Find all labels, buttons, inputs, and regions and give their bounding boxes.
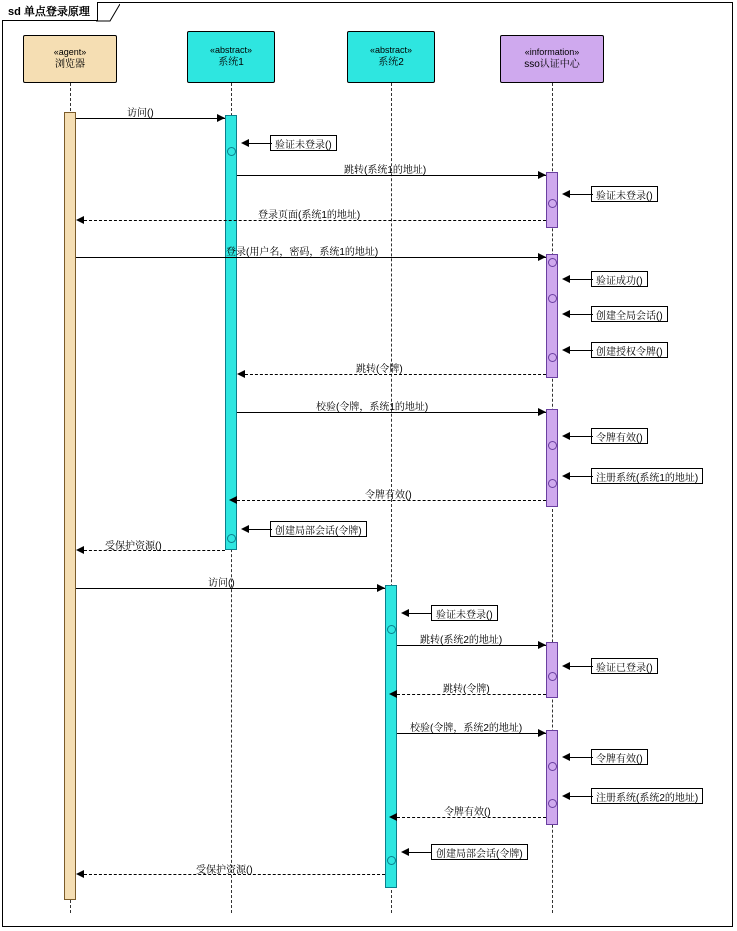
message-label: 校验(令牌，系统2的地址) <box>410 723 523 734</box>
self-message-box: 验证未登录() <box>270 135 337 151</box>
message-arrowhead <box>538 729 546 737</box>
self-message-endpoint <box>548 353 557 362</box>
message-line <box>247 143 272 144</box>
message-line <box>407 852 432 853</box>
lifeline-name: 系统2 <box>378 57 404 69</box>
message-arrowhead <box>562 662 570 670</box>
message-label: 登录(用户名，密码，系统1的地址) <box>226 247 379 258</box>
message-arrowhead <box>217 114 225 122</box>
self-message-endpoint <box>548 762 557 771</box>
lifeline-head-browser[interactable] <box>23 35 117 83</box>
message-label: 跳转(令牌) <box>443 684 490 695</box>
message-arrowhead <box>401 848 409 856</box>
message-label: 校验(令牌，系统1的地址) <box>316 402 429 413</box>
lifeline-name: 浏览器 <box>55 59 85 71</box>
message-arrowhead <box>377 584 385 592</box>
activation-system1 <box>225 115 237 550</box>
activation-sso-5 <box>546 730 558 825</box>
message-arrowhead <box>241 139 249 147</box>
self-message-box: 验证未登录() <box>431 605 498 621</box>
message-arrowhead <box>562 792 570 800</box>
message-arrowhead <box>229 496 237 504</box>
message-label: 受保护资源() <box>196 865 253 876</box>
self-message-endpoint <box>548 672 557 681</box>
message-line <box>568 757 593 758</box>
self-message-endpoint <box>227 534 236 543</box>
message-arrowhead <box>562 275 570 283</box>
message-label: 令牌有效() <box>444 807 491 818</box>
self-message-box: 令牌有效() <box>591 428 648 444</box>
self-message-endpoint <box>548 479 557 488</box>
self-message-endpoint <box>548 258 557 267</box>
self-message-box: 创建授权令牌() <box>591 342 668 358</box>
self-message-endpoint <box>548 799 557 808</box>
self-message-endpoint <box>548 199 557 208</box>
lifeline-stereotype: «agent» <box>53 47 87 58</box>
self-message-box: 创建局部会话(令牌) <box>431 844 528 860</box>
message-arrowhead <box>538 253 546 261</box>
message-label: 令牌有效() <box>365 490 412 501</box>
message-line <box>247 529 272 530</box>
lifeline-head-system1[interactable] <box>187 31 275 83</box>
self-message-endpoint <box>548 441 557 450</box>
message-line <box>568 350 593 351</box>
message-arrowhead <box>538 408 546 416</box>
lifeline-head-system2[interactable] <box>347 31 435 83</box>
message-arrowhead <box>562 753 570 761</box>
message-arrowhead <box>389 813 397 821</box>
self-message-endpoint <box>227 147 236 156</box>
self-message-box: 验证已登录() <box>591 658 658 674</box>
message-arrowhead <box>76 870 84 878</box>
message-arrowhead <box>241 525 249 533</box>
self-message-box: 创建全局会话() <box>591 306 668 322</box>
message-line <box>568 279 593 280</box>
message-line <box>568 436 593 437</box>
message-arrowhead <box>538 641 546 649</box>
self-message-endpoint <box>548 294 557 303</box>
self-message-endpoint <box>387 856 396 865</box>
activation-sso-4 <box>546 642 558 698</box>
self-message-box: 注册系统(系统1的地址) <box>591 468 703 484</box>
frame-label: sd 单点登录原理 <box>2 2 98 21</box>
message-label: 访问() <box>208 578 235 589</box>
lifeline-name: sso认证中心 <box>524 59 580 71</box>
lifeline-stereotype: «information» <box>524 47 580 58</box>
message-arrowhead <box>562 310 570 318</box>
message-line <box>568 314 593 315</box>
message-label: 受保护资源() <box>105 541 162 552</box>
self-message-box: 注册系统(系统2的地址) <box>591 788 703 804</box>
lifeline-stereotype: «abstract» <box>369 45 413 56</box>
activation-sso-3 <box>546 409 558 507</box>
self-message-box: 验证未登录() <box>591 186 658 202</box>
activation-browser <box>64 112 76 900</box>
message-arrowhead <box>562 432 570 440</box>
message-label: 登录页面(系统1的地址) <box>258 210 361 221</box>
message-label: 跳转(令牌) <box>356 364 403 375</box>
message-line <box>568 796 593 797</box>
message-label: 跳转(系统2的地址) <box>420 635 503 646</box>
lifeline-head-sso[interactable] <box>500 35 604 83</box>
lifeline-stereotype: «abstract» <box>209 45 253 56</box>
self-message-box: 验证成功() <box>591 271 648 287</box>
message-arrowhead <box>76 546 84 554</box>
message-label: 访问() <box>127 108 154 119</box>
message-line <box>568 666 593 667</box>
self-message-box: 创建局部会话(令牌) <box>270 521 367 537</box>
message-arrowhead <box>76 216 84 224</box>
self-message-box: 令牌有效() <box>591 749 648 765</box>
message-arrowhead <box>562 346 570 354</box>
message-arrowhead <box>389 690 397 698</box>
message-line <box>568 194 593 195</box>
message-line <box>568 476 593 477</box>
message-arrowhead <box>237 370 245 378</box>
frame-tab-corner <box>96 2 120 22</box>
message-arrowhead <box>401 609 409 617</box>
message-arrowhead <box>562 472 570 480</box>
lifeline-name: 系统1 <box>218 57 244 69</box>
message-arrowhead <box>538 171 546 179</box>
message-line <box>407 613 432 614</box>
self-message-endpoint <box>387 625 396 634</box>
message-arrowhead <box>562 190 570 198</box>
message-label: 跳转(系统1的地址) <box>344 165 427 176</box>
